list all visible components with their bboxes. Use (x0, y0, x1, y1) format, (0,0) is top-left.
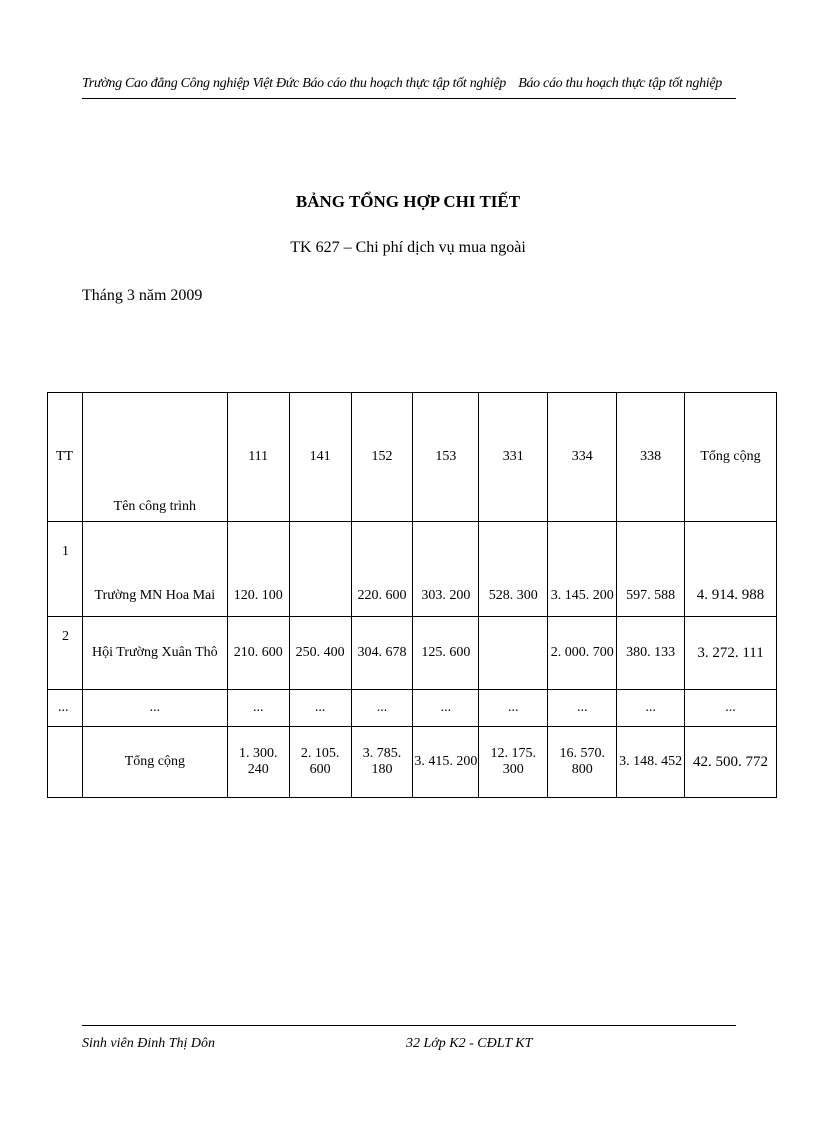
table-row (48, 617, 777, 690)
header-cell: 334 (548, 393, 617, 522)
table-cell: Tổng cộng (82, 727, 227, 798)
header-cell: 152 (351, 393, 413, 522)
table-total-row (48, 727, 777, 798)
header-cell: 141 (289, 393, 351, 522)
header-cell: 111 (227, 393, 289, 522)
table-cell: 2. 000. 700 (548, 617, 617, 690)
header-cell: TT (48, 393, 83, 522)
table-header-row (48, 393, 777, 522)
detail-table (47, 392, 777, 798)
footer-center-text: 32 Lớp K2 - CĐLT KT (406, 1036, 533, 1051)
table-cell: 528. 300 (479, 522, 548, 617)
table-cell: ... (479, 690, 548, 727)
table-cell: 304. 678 (351, 617, 413, 690)
table-cell: 210. 600 (227, 617, 289, 690)
header-left-text: Trường Cao đẳng Công nghiệp Việt Đức Báo cáo thu hoạch thực tập tốt nghiệp (82, 76, 506, 91)
table-cell: ... (48, 690, 83, 727)
table-cell: 4. 914. 988 (685, 522, 777, 617)
page-footer (82, 1025, 736, 1056)
table-cell: ... (289, 690, 351, 727)
table-cell: ... (227, 690, 289, 727)
table-cell: 250. 400 (289, 617, 351, 690)
document-title: BẢNG TỔNG HỢP CHI TIẾT (295, 192, 521, 211)
report-period: Tháng 3 năm 2009 (82, 287, 203, 304)
document-subtitle: TK 627 – Chi phí dịch vụ mua ngoài (290, 239, 526, 256)
table-cell: 597. 588 (617, 522, 685, 617)
table-cell: 16. 570. 800 (548, 727, 617, 798)
header-cell: 338 (617, 393, 685, 522)
table-cell: ... (351, 690, 413, 727)
table-cell: 2 (48, 617, 83, 690)
table-cell: 380. 133 (617, 617, 685, 690)
header-cell: 153 (413, 393, 479, 522)
table-cell: 1 (48, 522, 83, 617)
table-cell: ... (617, 690, 685, 727)
table-cell: 3. 415. 200 (413, 727, 479, 798)
table-row (48, 522, 777, 617)
table-cell (289, 522, 351, 617)
table-cell: 12. 175. 300 (479, 727, 548, 798)
table-cell (479, 617, 548, 690)
table-cell: ... (548, 690, 617, 727)
table-cell: ... (82, 690, 227, 727)
table-cell: 3. 785. 180 (351, 727, 413, 798)
table-cell: Trường MN Hoa Mai (82, 522, 227, 617)
header-cell: 331 (479, 393, 548, 522)
table-cell: 125. 600 (413, 617, 479, 690)
table-cell: 1. 300. 240 (227, 727, 289, 798)
table-cell: 3. 148. 452 (617, 727, 685, 798)
table-cell: 120. 100 (227, 522, 289, 617)
page-header (82, 72, 736, 99)
header-cell: Tổng cộng (685, 393, 777, 522)
table-cell: ... (685, 690, 777, 727)
footer-left-text: Sinh viên Đinh Thị Dôn (82, 1036, 215, 1051)
header-right-text: Báo cáo thu hoạch thực tập tốt nghiệp (518, 76, 722, 91)
table-row (48, 690, 777, 727)
table-cell: ... (413, 690, 479, 727)
table-cell (48, 727, 83, 798)
table-cell: 220. 600 (351, 522, 413, 617)
table-cell: Hội Trường Xuân Thô (82, 617, 227, 690)
table-cell: 3. 145. 200 (548, 522, 617, 617)
table-cell: 3. 272. 111 (685, 617, 777, 690)
table-cell: 2. 105. 600 (289, 727, 351, 798)
table-cell: 42. 500. 772 (685, 727, 777, 798)
table-cell: 303. 200 (413, 522, 479, 617)
header-cell: Tên công trình (82, 393, 227, 522)
